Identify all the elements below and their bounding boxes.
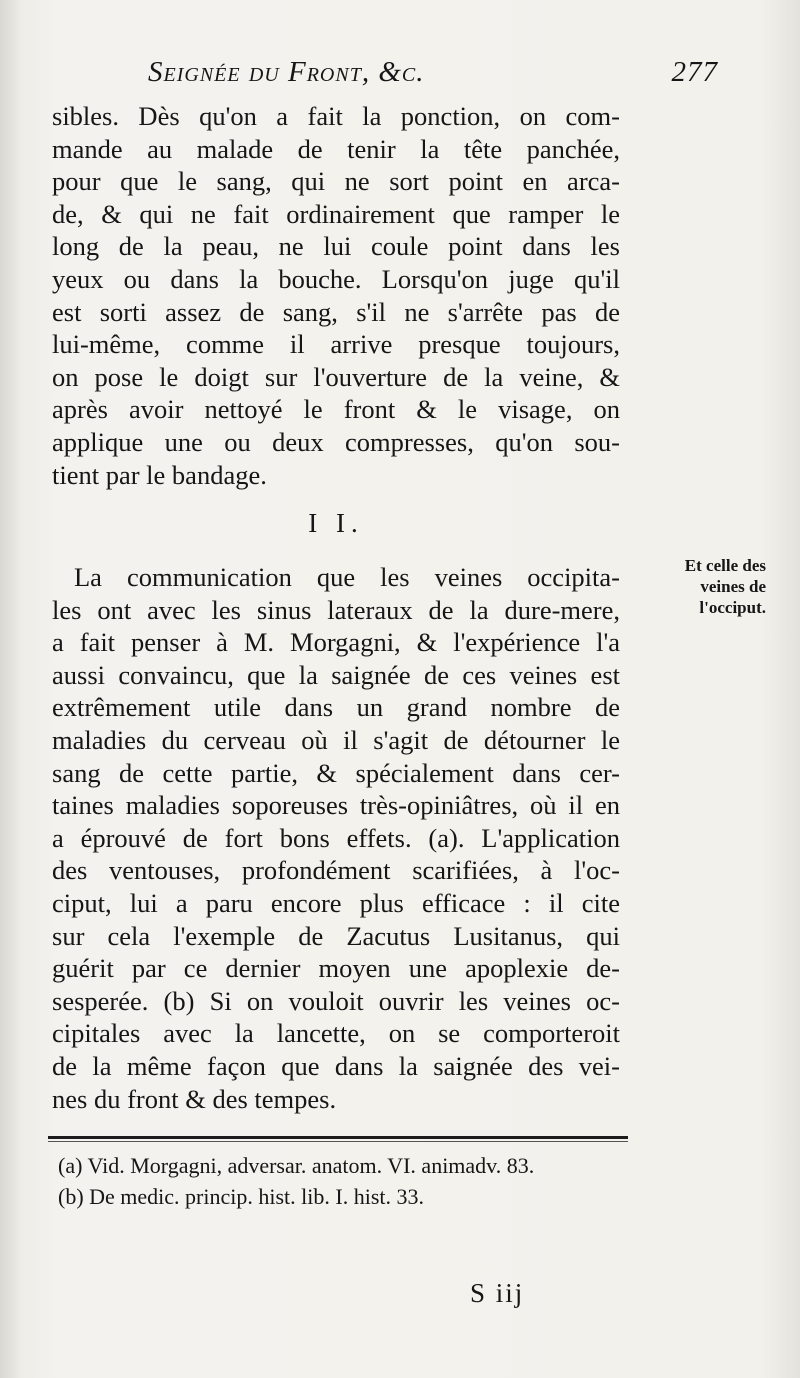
text-line: de la même façon que dans la saignée des vei- [52, 1050, 620, 1081]
text-line: des ventouses, profondément scarifiées, à l'oc- [52, 855, 620, 886]
text-line: les ont avec les sinus lateraux de la dure-mere, [52, 594, 620, 625]
footnotes [58, 1150, 638, 1212]
margin-note-line: l'occiput. [699, 598, 766, 617]
signature-mark: S iij [470, 1278, 525, 1308]
text-line: est sorti assez de sang, s'il ne s'arrête pas de [52, 296, 620, 327]
text-line: nes du front & des tempes. [52, 1083, 337, 1114]
text-line: tient par le bandage. [52, 459, 267, 490]
running-header [118, 56, 718, 96]
text-line: maladies du cerveau où il s'agit de détourner le [52, 724, 620, 755]
paragraph-continuation [52, 100, 620, 491]
text-line: lui-même, comme il arrive presque toujours, [52, 329, 620, 360]
margin-note-line: Et celle des [684, 556, 766, 575]
footnote-rule [48, 1136, 628, 1139]
text-line: de, & qui ne fait ordinairement que ramper le [52, 198, 620, 229]
text-line: cipitales avec la lancette, on se comporteroit [52, 1018, 620, 1049]
text-line: long de la peau, ne lui coule point dans les [52, 231, 620, 262]
text-line: extrêmement utile dans un grand nombre de [52, 692, 620, 723]
section-number: I I. [308, 508, 364, 538]
paragraph-occipital [52, 561, 620, 1115]
text-line: mande au malade de tenir la tête panchée, [52, 133, 620, 164]
text-line: yeux ou dans la bouche. Lorsqu'on juge qu'il [52, 263, 620, 294]
text-line: sur cela l'exemple de Zacutus Lusitanus, qui [52, 920, 620, 951]
text-line: ciput, lui a paru encore plus efficace : il cite [52, 887, 620, 918]
text-line: a fait penser à M. Morgagni, & l'expérience l'a [52, 627, 620, 658]
text-line: applique une ou deux compresses, qu'on sou- [52, 426, 620, 457]
text-line: a éprouvé de fort bons effets. (a). L'application [52, 822, 620, 853]
footnote-rule-thin [48, 1141, 628, 1142]
margin-note [636, 555, 766, 618]
text-line: sibles. Dès qu'on a fait la ponction, on com- [52, 101, 620, 131]
text-line: on pose le doigt sur l'ouverture de la veine, & [52, 361, 620, 392]
footnote-b: (b) De medic. princip. hist. lib. I. hist. 33. [58, 1184, 424, 1209]
text-line: aussi convaincu, que la saignée de ces veines est [52, 659, 620, 690]
page-number: 277 [671, 56, 718, 88]
footnote-a: (a) Vid. Morgagni, adversar. anatom. VI. animadv. 83. [58, 1153, 535, 1178]
running-title: Seignée du Front, &c. [148, 56, 425, 88]
text-line: guérit par ce dernier moyen une apoplexie de- [52, 953, 620, 984]
text-line: La communication que les veines occipita- [74, 562, 620, 592]
text-line: pour que le sang, qui ne sort point en arca- [52, 166, 620, 197]
text-line: taines maladies soporeuses très-opiniâtres, où il en [52, 790, 620, 821]
margin-note-line: veines de [700, 577, 766, 596]
text-line: sang de cette partie, & spécialement dans cer- [52, 757, 620, 788]
text-line: sesperée. (b) Si on vouloit ouvrir les veines oc- [52, 985, 620, 1016]
text-line: après avoir nettoyé le front & le visage, on [52, 394, 620, 425]
